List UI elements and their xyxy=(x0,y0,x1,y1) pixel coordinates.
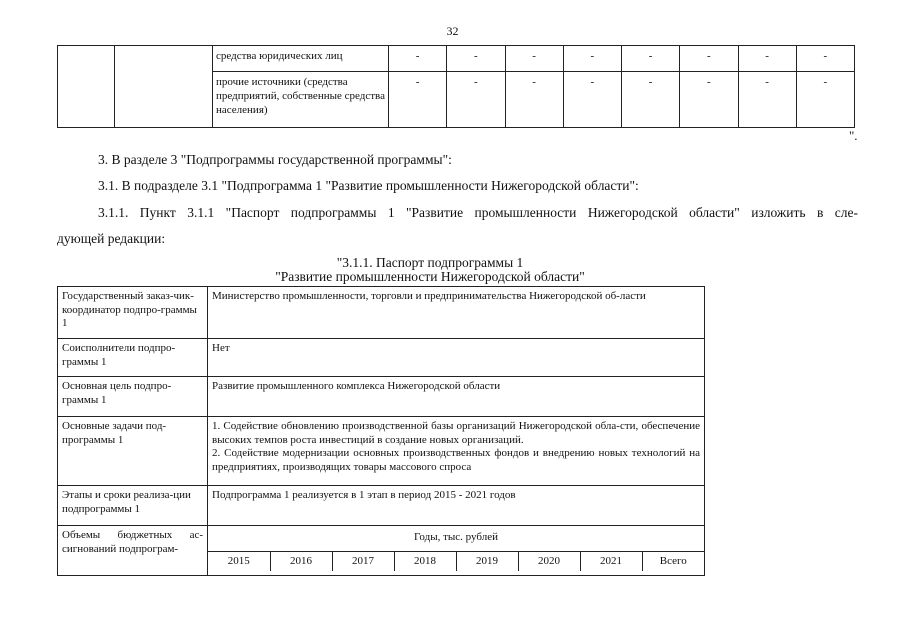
year-cell: 2017 xyxy=(332,551,394,571)
table-row xyxy=(58,287,705,339)
empty-cell xyxy=(115,46,213,128)
table-row xyxy=(58,46,855,72)
value-cell: - xyxy=(622,72,680,128)
source-cell: средства юридических лиц xyxy=(213,46,389,72)
total-cell: Всего xyxy=(642,551,704,571)
passport-title xyxy=(220,256,640,284)
paragraph-section-3: 3. В разделе 3 "Подпрограммы государственной программы": xyxy=(98,152,452,167)
value-cell: - xyxy=(738,72,796,128)
year-cell: 2021 xyxy=(580,551,642,571)
row-label: Соисполнители подпро-граммы 1 xyxy=(58,339,208,377)
table-row xyxy=(58,526,705,576)
year-cell: 2019 xyxy=(456,551,518,571)
value-cell: - xyxy=(505,46,563,72)
value-cell: - xyxy=(447,46,505,72)
row-label: Этапы и сроки реализа-ции подпрограммы 1 xyxy=(58,486,208,526)
table-row xyxy=(58,377,705,417)
table-row xyxy=(58,417,705,486)
value-cell: - xyxy=(680,72,738,128)
budget-years-table xyxy=(208,526,704,571)
row-value: Министерство промышленности, торговли и предпринимательства Нижегородской об-ласти xyxy=(208,287,705,339)
value-cell: - xyxy=(622,46,680,72)
row-value: Развитие промышленного комплекса Нижегородской области xyxy=(208,377,705,417)
row-value: Нет xyxy=(208,339,705,377)
value-cell: - xyxy=(505,72,563,128)
value-cell: - xyxy=(389,72,447,128)
value-cell: - xyxy=(796,46,854,72)
value-cell: - xyxy=(563,72,621,128)
value-cell: - xyxy=(796,72,854,128)
task-item: 1. Содействие обновлению производственной базы организаций Нижегородской обла-сти, обеспечение высоких темпов роста инвестиций в создание новых организаций. xyxy=(212,420,700,446)
value-cell: - xyxy=(447,72,505,128)
row-label: Объемы бюджетных ас-сигнований подпрограм- xyxy=(58,526,208,576)
value-cell: - xyxy=(563,46,621,72)
paragraph-subsection-3-1: 3.1. В подразделе 3.1 "Подпрограмма 1 "Развитие промышленности Нижегородской области": xyxy=(98,178,639,193)
paragraph-item-3-1-1: 3.1.1. Пункт 3.1.1 "Паспорт подпрограммы 1 "Развитие промышленности Нижегородской области" изложить в сле- xyxy=(98,205,858,220)
year-cell: 2020 xyxy=(518,551,580,571)
table-row xyxy=(58,486,705,526)
value-cell: - xyxy=(680,46,738,72)
passport-title-line-2: "Развитие промышленности Нижегородской области" xyxy=(275,269,585,284)
task-item: 2. Содействие модернизации основных производственных фондов и внедрению новых технологий на предприятиях, производящих товары массового спроса xyxy=(212,447,700,473)
year-cell: 2015 xyxy=(208,551,270,571)
empty-cell xyxy=(58,46,115,128)
paragraph-continuation: дующей редакции: xyxy=(57,231,166,246)
row-value: Подпрограмма 1 реализуется в 1 этап в период 2015 - 2021 годов xyxy=(208,486,705,526)
table-row xyxy=(58,339,705,377)
budget-cell xyxy=(208,526,705,576)
passport-title-line-1: "3.1.1. Паспорт подпрограммы 1 xyxy=(336,255,524,270)
value-cell: - xyxy=(389,46,447,72)
passport-table xyxy=(57,286,705,576)
source-cell: прочие источники (средства предприятий, собственные средства населения) xyxy=(213,72,389,128)
years-header: Годы, тыс. рублей xyxy=(208,526,704,551)
closing-quote: ". xyxy=(849,128,858,143)
row-label: Основные задачи под-программы 1 xyxy=(58,417,208,486)
value-cell: - xyxy=(738,46,796,72)
year-cell: 2016 xyxy=(270,551,332,571)
funding-sources-table xyxy=(57,45,855,128)
year-cell: 2018 xyxy=(394,551,456,571)
page-number: 32 xyxy=(446,24,459,38)
row-label: Государственный заказ-чик-координатор подпро-граммы 1 xyxy=(58,287,208,339)
row-value xyxy=(208,417,705,486)
row-label: Основная цель подпро-граммы 1 xyxy=(58,377,208,417)
